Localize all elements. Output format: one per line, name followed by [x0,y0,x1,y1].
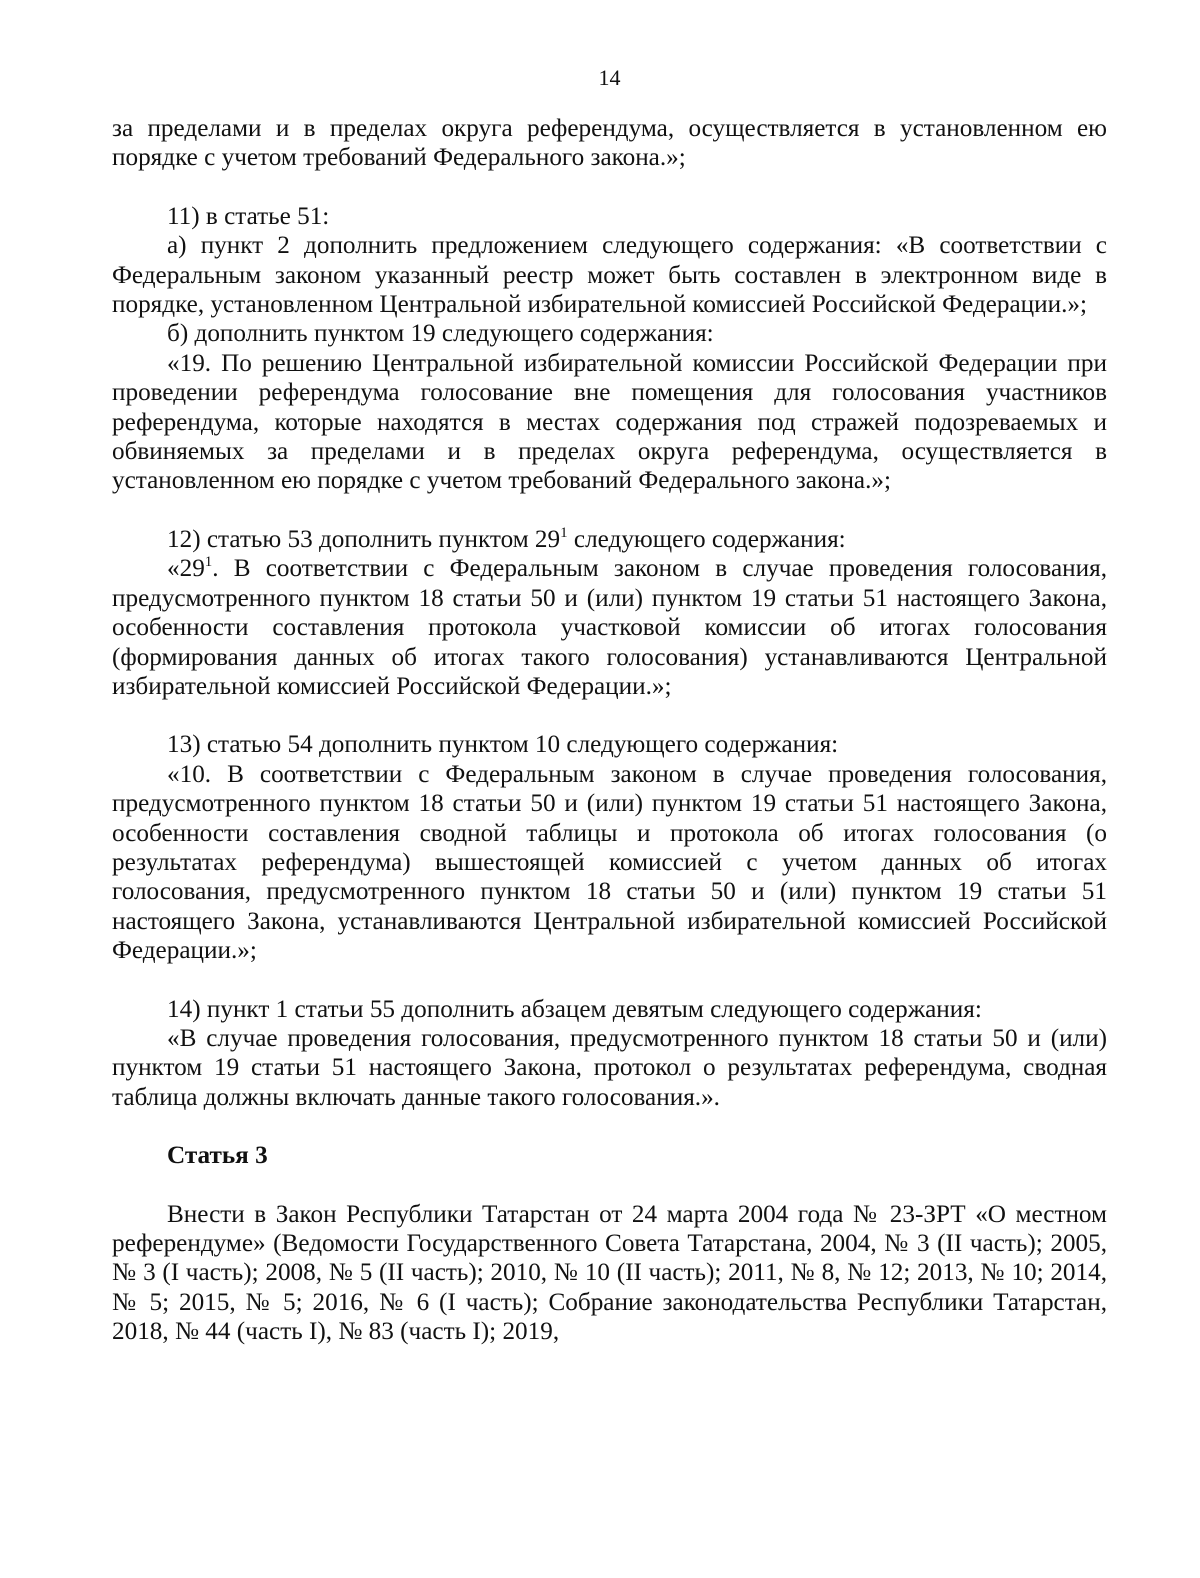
item-12-clause-29-1 [112,554,1107,701]
paragraph-continuation: за пределами и в пределах округа референдума, осуществляется в установленном ею порядке с учетом требований Федерального закона.»; [112,115,1107,172]
item-11-clause-19: «19. По решению Центральной избирательной комиссии Российской Федерации при проведении референдума голосование вне помещения для голосования участников референдума, которые находятся в местах содержания под стражей подозреваемых и обвиняемых за пределами и в пределах округа референдума, осуществляется в установленном ею порядке с учетом требований Федерального закона.»; [112,349,1107,495]
clause-29-1-number: «29 [167,555,205,583]
item-12-heading-tail: следующего содержания: [567,525,846,553]
item-12-heading-text: 12) статью 53 дополнить пунктом 29 [167,525,561,553]
document-page [112,0,1107,1578]
item-13-clause-10: «10. В соответствии с Федеральным законом в случае проведения голосования, предусмотренного пунктом 18 статьи 50 и (или) пунктом 19 статьи 51 настоящего Закона, особенности составления сводной таблицы и протокола об итогах голосования (о результатах референдума) вышестоящей комиссией с учетом данных об итогах голосования, предусмотренного пунктом 18 статьи 50 и (или) пунктом 19 статьи 51 настоящего Закона, устанавливаются Центральной избирательной комиссией Российской Федерации.»; [112,760,1107,965]
item-11-subitem-a: а) пункт 2 дополнить предложением следующего содержания: «В соответствии с Федеральным законом указанный реестр может быть составлен в электронном виде в порядке, установленном Центральной избирательной комиссией Российской Федерации.»; [112,232,1107,319]
item-13-heading: 13) статью 54 дополнить пунктом 10 следующего содержания: [167,731,839,759]
item-14-clause: «В случае проведения голосования, предусмотренного пунктом 18 статьи 50 и (или) пунктом 19 статьи 51 настоящего Закона, протокол о результатах референдума, сводная таблица должны включать данные такого голосования.». [112,1024,1107,1111]
clause-29-1-superscript: 1 [204,554,213,571]
item-14-heading: 14) пункт 1 статьи 55 дополнить абзацем девятым следующего содержания: [167,995,982,1023]
item-12-heading [112,525,1107,554]
article-3-paragraph: Внести в Закон Республики Татарстан от 24 марта 2004 года № 23-ЗРТ «О местном референдуме» (Ведомости Государственного Совета Татарстана, 2004, № 3 (II часть); 2005, № 3 (I часть); 2008, № 5 (II часть); 2010, № 10 (II часть); 2011, № 8, № 12; 2013, № 10; 2014, № 5; 2015, № 5; 2016, № 6 (I часть); Собрание законодательства Республики Татарстан, 2018, № 44 (часть I), № 83 (часть I); 2019, [112,1200,1107,1346]
page-number: 14 [598,65,621,90]
article-3-heading: Статья 3 [167,1142,268,1170]
item-11-subitem-b: б) дополнить пунктом 19 следующего содержания: [167,320,714,348]
item-12-superscript: 1 [560,524,568,541]
document-body [112,114,1107,1347]
item-11-heading: 11) в статье 51: [167,202,330,230]
clause-29-1-text: . В соответствии с Федеральным законом в случае проведения голосования, предусмотренного пунктом 18 статьи 50 и (или) пунктом 19 статьи 51 настоящего Закона, особенности составления протокола участковой комиссии об итогах голосования (формирования данных об итогах такого голосования) устанавливаются Центральной избирательной комиссией Российской Федерации.»; [112,555,1107,700]
